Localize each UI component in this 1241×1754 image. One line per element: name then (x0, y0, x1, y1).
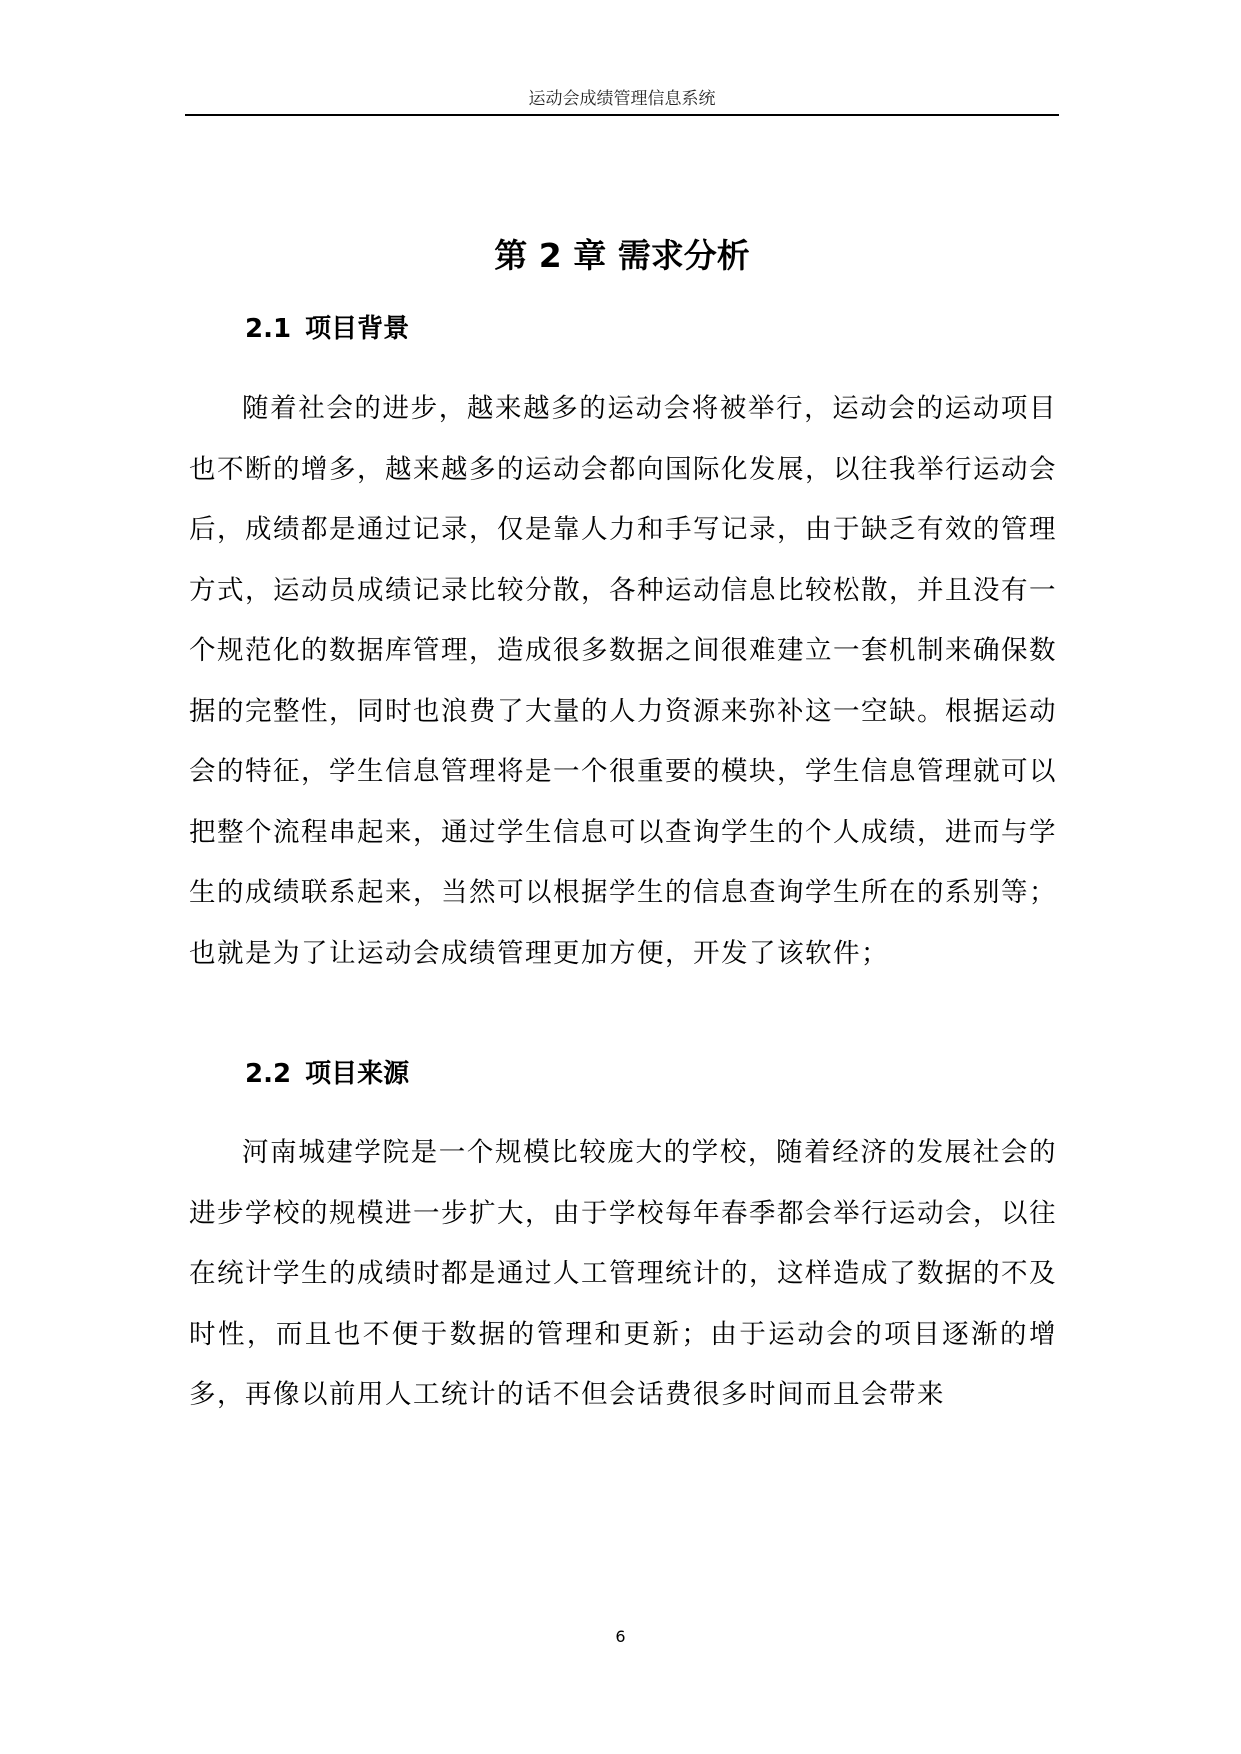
section-number: 2.1 (245, 314, 292, 344)
section-heading-2-1 (245, 312, 409, 346)
chapter-title: 第 2 章 需求分析 (494, 236, 750, 275)
header-rule (185, 114, 1059, 116)
section-title: 项目来源 (305, 1059, 410, 1089)
running-header: 运动会成绩管理信息系统 (528, 89, 716, 109)
section-heading-2-2 (245, 1057, 409, 1091)
section-number: 2.2 (245, 1059, 292, 1089)
paragraph-project-background: 随着社会的进步，越来越多的运动会将被举行，运动会的运动项目也不断的增多，越来越多的运动会都向国际化发展，以往我举行运动会后，成绩都是通过记录，仅是靠人力和手写记录，由于缺乏有效的管理方式，运动员成绩记录比较分散，各种运动信息比较松散，并且没有一个规范化的数据库管理，造成很多数据之间很难建立一套机制来确保数据的完整性，同时也浪费了大量的人力资源来弥补这一空缺。根据运动会的特征，学生信息管理将是一个很重要的模块，学生信息管理就可以把整个流程串起来，通过学生信息可以查询学生的个人成绩，进而与学生的成绩联系起来，当然可以根据学生的信息查询学生所在的系别等；也就是为了让运动会成绩管理更加方便，开发了该软件； (189, 393, 1057, 969)
section-title: 项目背景 (305, 314, 410, 344)
paragraph-project-source: 河南城建学院是一个规模比较庞大的学校，随着经济的发展社会的进步学校的规模进一步扩大，由于学校每年春季都会举行运动会，以往在统计学生的成绩时都是通过人工管理统计的，这样造成了数据的不及时性，而且也不便于数据的管理和更新；由于运动会的项目逐渐的增多，再像以前用人工统计的话不但会话费很多时间而且会带来 (189, 1137, 1057, 1410)
page-number: 6 (615, 1627, 626, 1646)
